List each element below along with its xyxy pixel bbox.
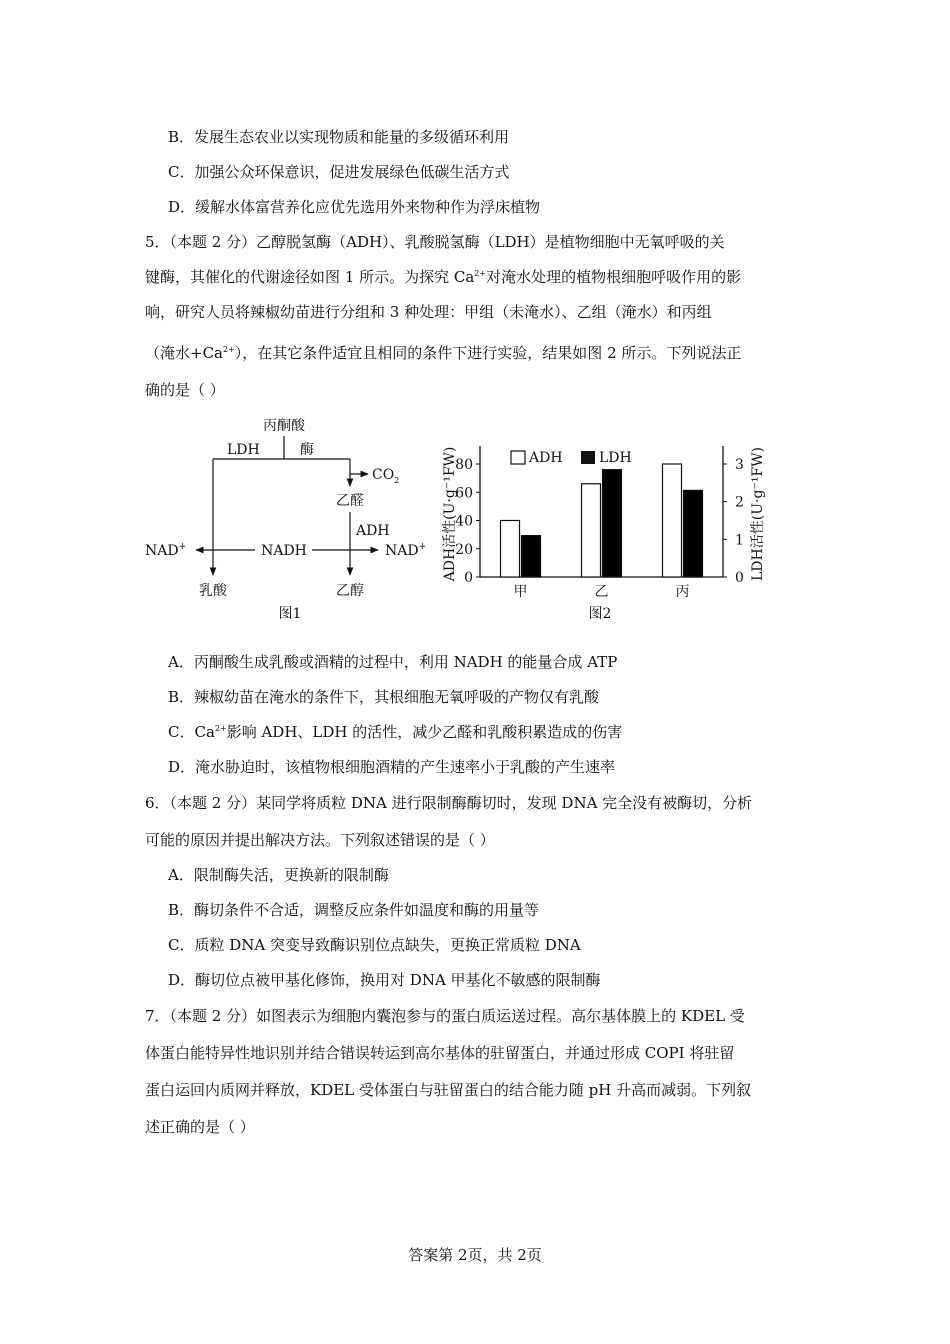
fig1-caption: 图1 — [278, 606, 302, 622]
q5-stem-line3: 响，研究人员将辣椒幼苗进行分组和 3 种处理：甲组（未淹水）、乙组（淹水）和丙组 — [145, 303, 712, 321]
q4-option-c: C．加强公众环保意识，促进发展绿色低碳生活方式 — [168, 163, 510, 181]
fig1-pyruvate-label: 丙酮酸 — [263, 418, 305, 434]
fig2-right-tick-label: 0 — [735, 570, 744, 586]
q4-option-b: B．发展生态农业以实现物质和能量的多级循环利用 — [168, 128, 510, 146]
q5-option-a: A．丙酮酸生成乳酸或酒精的过程中，利用 NADH 的能量合成 ATP — [168, 653, 618, 671]
q5-stem-line4-sup: 2+ — [223, 345, 235, 354]
fig2-bar-adh — [582, 484, 601, 577]
q5-option-c — [168, 722, 622, 742]
q5-stem-line4 — [145, 343, 741, 363]
q5-stem-line2 — [145, 267, 741, 287]
fig1-lactate-label: 乳酸 — [199, 583, 227, 599]
fig2-bar-ldh — [603, 470, 622, 577]
fig2-right-tick-label: 1 — [735, 532, 744, 549]
q5-stem-line1: 5．（本题 2 分）乙醇脱氢酶（ADH）、乳酸脱氢酶（LDH）是植物细胞中无氧呼吸的关 — [145, 233, 725, 251]
fig2-bar-ldh — [522, 536, 541, 577]
q6-option-d: D．酶切位点被甲基化修饰，换用对 DNA 甲基化不敏感的限制酶 — [168, 971, 601, 989]
q6-stem-line2: 可能的原因并提出解决方法。下列叙述错误的是（ ） — [145, 831, 495, 849]
q5-figures — [140, 410, 780, 635]
fig2-left-axis-label: ADH活性(U·g⁻¹FW) — [442, 446, 458, 582]
fig2-left-tick-label: 60 — [455, 485, 473, 502]
fig2-category-label: 丙 — [675, 584, 690, 600]
fig1-co2-label — [372, 467, 399, 485]
fig2-legend-adh-swatch — [511, 451, 525, 464]
fig2-bar-adh — [663, 464, 682, 577]
fig2-right-axis-label: LDH活性(U·g⁻¹FW) — [750, 447, 766, 581]
fig1-nad-left-text: NAD — [145, 543, 179, 559]
q5-stem-line4-b: ），在其它条件适宜且相同的条件下进行实验，结果如图 2 所示。下列说法正 — [234, 344, 742, 362]
q5-option-d: D．淹水胁迫时，该植物根细胞酒精的产生速率小于乳酸的产生速率 — [168, 758, 616, 776]
fig1-nad-left-sup: + — [178, 542, 187, 552]
q5-option-c-pre: C．Ca — [168, 723, 215, 741]
q5-stem-line4-a: （淹水+Ca — [145, 344, 223, 362]
fig2-left-tick-label: 40 — [455, 513, 473, 530]
fig1-nad-right-text: NAD — [385, 543, 419, 559]
fig1-enzyme-label: 酶 — [300, 442, 314, 458]
fig1-co2-text: CO — [372, 467, 395, 483]
q5-figure-svg — [140, 410, 780, 635]
q7-stem-line1: 7．（本题 2 分）如图表示为细胞内囊泡参与的蛋白质运送过程。高尔基体膜上的 KDEL 受 — [145, 1007, 745, 1025]
fig2-caption: 图2 — [588, 606, 612, 622]
q6-option-c: C．质粒 DNA 突变导致酶识别位点缺失，更换正常质粒 DNA — [168, 936, 581, 954]
fig1-nad-right-label — [385, 542, 426, 559]
fig1-nad-right-sup: + — [418, 542, 427, 552]
q7-stem-line3: 蛋白运回内质网并释放，KDEL 受体蛋白与驻留蛋白的结合能力随 pH 升高而减弱。下列叙 — [145, 1081, 752, 1099]
q5-option-c-sup: 2+ — [214, 724, 227, 733]
q5-option-c-post: 影响 ADH、LDH 的活性，减少乙醛和乳酸积累造成的伤害 — [226, 723, 623, 741]
fig2-bar-adh — [501, 521, 520, 578]
q6-option-a: A．限制酶失活，更换新的限制酶 — [168, 866, 389, 884]
fig1-nadh-label: NADH — [261, 543, 307, 559]
fig1-nad-left-label — [145, 542, 186, 559]
q5-option-b: B．辣椒幼苗在淹水的条件下，其根细胞无氧呼吸的产物仅有乳酸 — [168, 688, 600, 706]
fig1-adh-label: ADH — [356, 523, 390, 539]
q4-option-d: D．缓解水体富营养化应优先选用外来物种作为浮床植物 — [168, 198, 541, 216]
fig1-acetaldehyde-label: 乙醛 — [336, 493, 364, 509]
fig2-right-tick-label: 3 — [735, 457, 744, 473]
q6-option-b: B．酶切条件不合适，调整反应条件如温度和酶的用量等 — [168, 901, 540, 919]
q5-stem-line2-sup: 2+ — [474, 269, 487, 278]
fig1-co2-sub: 2 — [394, 476, 400, 485]
fig1-ethanol-label: 乙醇 — [336, 583, 364, 599]
fig2-left-tick-label: 0 — [464, 570, 473, 586]
fig2-right-tick-label: 2 — [735, 494, 744, 511]
q5-stem-line5: 确的是（ ） — [145, 381, 225, 399]
page-footer: 答案第 2页，共 2页 — [408, 1246, 542, 1264]
q5-stem-line2-b: 对淹水处理的植物根细胞呼吸作用的影 — [486, 268, 742, 286]
fig1-ldh-label: LDH — [227, 442, 260, 458]
fig2-legend-ldh-label: LDH — [599, 450, 632, 466]
fig2-category-label: 乙 — [594, 584, 609, 600]
fig2-left-tick-label: 80 — [455, 457, 473, 473]
fig2-category-label: 甲 — [513, 584, 528, 600]
q5-stem-line2-a: 键酶，其催化的代谢途径如图 1 所示。为探究 Ca — [145, 268, 475, 286]
fig2-legend-adh-label: ADH — [529, 450, 563, 466]
fig2-bar-ldh — [684, 490, 703, 577]
fig2-left-tick-label: 20 — [455, 541, 473, 558]
q7-stem-line4: 述正确的是（ ） — [145, 1118, 255, 1136]
q6-stem-line1: 6．（本题 2 分）某同学将质粒 DNA 进行限制酶酶切时，发现 DNA 完全没有被酶切，分析 — [145, 794, 753, 812]
fig2-bar-chart — [441, 446, 766, 622]
fig2-legend-ldh-swatch — [581, 451, 595, 464]
fig1-pathway — [145, 418, 426, 622]
q7-stem-line2: 体蛋白能特异性地识别并结合错误转运到高尔基体的驻留蛋白，并通过形成 COPI 将驻留 — [145, 1044, 735, 1062]
